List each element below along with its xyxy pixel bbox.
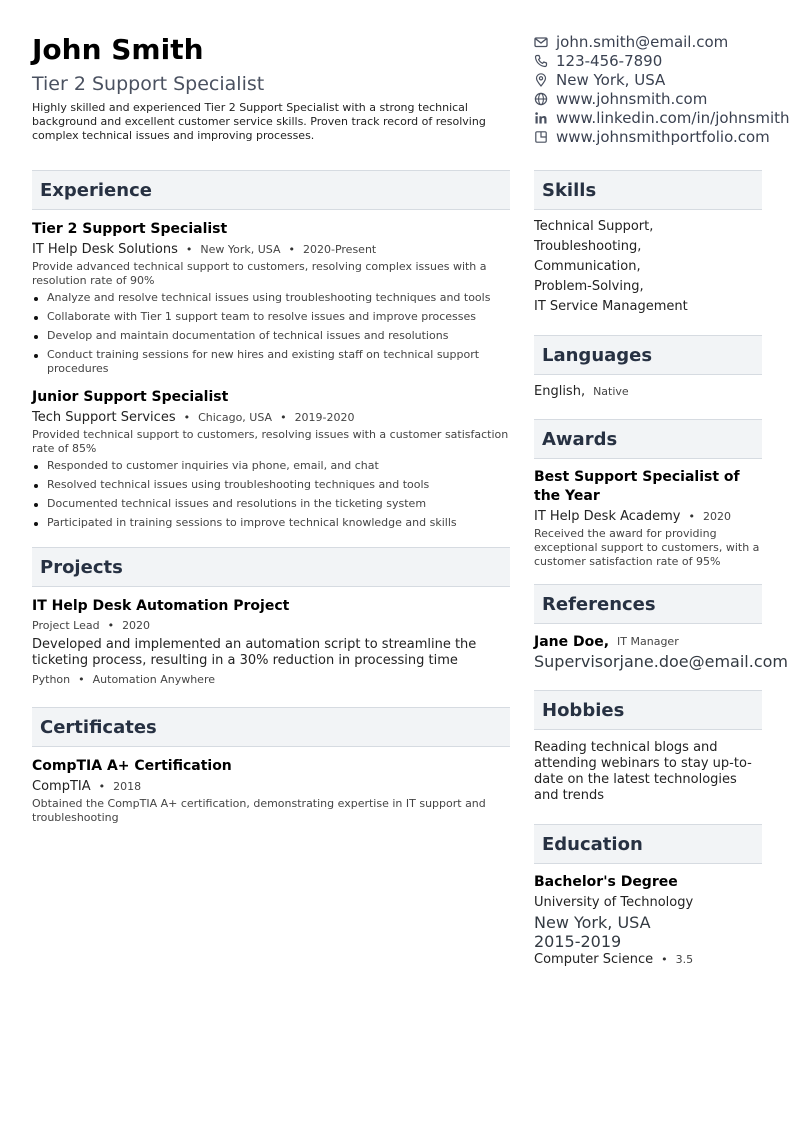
separator-dot: •: [185, 243, 193, 256]
experience-bullet: Collaborate with Tier 1 support team to resolve issues and improve processes: [32, 310, 510, 324]
project-name: IT Help Desk Automation Project: [32, 598, 290, 614]
project-tools: [32, 671, 510, 689]
certificate-item: [32, 757, 510, 825]
reference-email[interactable]: jane.doe@email.com: [619, 652, 788, 671]
experience-item: [32, 220, 510, 376]
education-item: [534, 873, 762, 969]
languages-heading: Languages: [534, 335, 762, 375]
award-title: Best Support Specialist of the Year: [534, 469, 740, 504]
experience-bullet: Participated in training sessions to improve technical knowledge and skills: [32, 516, 510, 530]
experience-company: Tech Support Services: [32, 410, 176, 425]
skill-item: Problem-Solving,: [534, 279, 644, 294]
contact-linkedin[interactable]: [534, 108, 794, 127]
portfolio-icon: [534, 130, 548, 144]
email-icon: [534, 35, 548, 49]
certificate-issuer: CompTIA: [32, 779, 91, 794]
sidebar-column: [534, 170, 788, 969]
reference-name: Jane Doe,: [534, 634, 610, 650]
separator-dot: •: [688, 510, 696, 523]
contact-website-text: www.johnsmith.com: [556, 89, 708, 108]
award-description: Received the award for providing exceptional support to customers, with a customer satisfaction rate of 95%: [534, 527, 760, 568]
skill-item: Technical Support,: [534, 219, 654, 234]
experience-bullets: [32, 291, 510, 376]
language-item: [534, 382, 762, 402]
experience-meta: [32, 409, 510, 427]
education-dates: 2015-2019: [534, 932, 622, 951]
language-name: English,: [534, 384, 586, 399]
awards-heading: Awards: [534, 419, 762, 459]
contact-portfolio-text: www.johnsmithportfolio.com: [556, 127, 770, 146]
award-issuer: IT Help Desk Academy: [534, 509, 681, 524]
experience-bullet: Responded to customer inquiries via phone, email, and chat: [32, 459, 510, 473]
experience-dates: 2020-Present: [303, 243, 377, 256]
project-role: Project Lead: [32, 619, 100, 632]
contact-email[interactable]: [534, 32, 794, 51]
job-title: Tier 2 Support Specialist: [32, 73, 265, 95]
contact-linkedin-text: www.linkedin.com/in/johnsmith: [556, 108, 790, 127]
award-meta: [534, 508, 762, 526]
reference-relation: Supervisor: [534, 652, 620, 671]
contact-portfolio[interactable]: [534, 127, 794, 146]
contact-email-text: john.smith@email.com: [556, 32, 729, 51]
hobbies-text: Reading technical blogs and attending webinars to stay up-to-date on the latest technologies and trends: [534, 740, 752, 803]
experience-bullet: Develop and maintain documentation of technical issues and resolutions: [32, 329, 510, 343]
project-tool: Python: [32, 673, 71, 686]
separator-dot: •: [78, 673, 85, 686]
separator-dot: •: [98, 780, 106, 793]
project-item: [32, 597, 510, 689]
award-item: [534, 468, 762, 569]
globe-icon: [534, 92, 548, 106]
experience-bullet: Documented technical issues and resolutions in the ticketing system: [32, 497, 510, 511]
skills-list: [534, 217, 762, 317]
experience-bullets: [32, 459, 510, 530]
skill-item: Troubleshooting,: [534, 239, 642, 254]
experience-summary: Provided technical support to customers, resolving issues with a customer satisfaction rate of 85%: [32, 428, 509, 455]
experience-bullet: Analyze and resolve technical issues using troubleshooting techniques and tools: [32, 291, 510, 305]
project-tool: Automation Anywhere: [92, 673, 215, 686]
phone-icon: [534, 54, 548, 68]
contact-list: [534, 32, 794, 146]
experience-summary: Provide advanced technical support to customers, resolving complex issues with a resolution rate of 90%: [32, 260, 487, 287]
certificate-year: 2018: [113, 780, 142, 793]
education-school: University of Technology: [534, 895, 694, 910]
project-description: Developed and implemented an automation script to streamline the ticketing process, resulting in a 30% reduction in processing time: [32, 637, 477, 668]
experience-company: IT Help Desk Solutions: [32, 242, 178, 257]
experience-job-title: Junior Support Specialist: [32, 389, 229, 405]
education-gpa: 3.5: [675, 953, 694, 966]
contact-phone-text: 123-456-7890: [556, 51, 663, 70]
skills-heading: Skills: [534, 170, 762, 210]
contact-website[interactable]: [534, 89, 794, 108]
experience-meta: [32, 241, 510, 259]
education-field-row: [534, 951, 762, 969]
contact-phone[interactable]: [534, 51, 794, 70]
candidate-name: John Smith: [32, 33, 204, 66]
certificates-heading: Certificates: [32, 707, 510, 747]
reference-header: [534, 633, 762, 651]
experience-item: [32, 388, 510, 530]
separator-dot: •: [280, 411, 287, 424]
language-level: Native: [593, 385, 629, 398]
certificate-meta: [32, 778, 510, 796]
education-heading: Education: [534, 824, 762, 864]
contact-location-text: New York, USA: [556, 70, 666, 89]
project-meta: [32, 617, 510, 635]
education-degree: Bachelor's Degree: [534, 874, 678, 890]
skill-item: IT Service Management: [534, 299, 688, 314]
award-year: 2020: [703, 510, 732, 523]
reference-position: IT Manager: [617, 635, 679, 648]
profile-summary: Highly skilled and experienced Tier 2 Support Specialist with a strong technical background and excellent customer service skills. Proven track record of resolving complex technical issues and improving processes.: [32, 101, 486, 142]
certificate-description: Obtained the CompTIA A+ certification, demonstrating expertise in IT support and troubleshooting: [32, 797, 486, 824]
certificate-name: CompTIA A+ Certification: [32, 758, 232, 774]
separator-dot: •: [183, 411, 191, 424]
education-location: New York, USA: [534, 913, 651, 932]
experience-location: Chicago, USA: [198, 411, 273, 424]
experience-dates: 2019-2020: [294, 411, 355, 424]
reference-item: [534, 633, 788, 671]
linkedin-icon: [534, 111, 548, 125]
experience-bullet: Conduct training sessions for new hires and existing staff on technical support procedures: [32, 348, 510, 376]
experience-bullet: Resolved technical issues using troubleshooting techniques and tools: [32, 478, 510, 492]
references-heading: References: [534, 584, 762, 624]
experience-heading: Experience: [32, 170, 510, 210]
reference-details: [534, 652, 788, 671]
skill-item: Communication,: [534, 259, 641, 274]
resume-header: [32, 32, 512, 143]
separator-dot: •: [288, 243, 295, 256]
separator-dot: •: [107, 619, 115, 632]
experience-job-title: Tier 2 Support Specialist: [32, 221, 228, 237]
experience-location: New York, USA: [200, 243, 281, 256]
map-pin-icon: [534, 73, 548, 87]
separator-dot: •: [661, 953, 668, 966]
hobbies-heading: Hobbies: [534, 690, 762, 730]
main-column: [32, 170, 510, 825]
education-field: Computer Science: [534, 952, 654, 967]
project-year: 2020: [122, 619, 151, 632]
contact-location: [534, 70, 794, 89]
projects-heading: Projects: [32, 547, 510, 587]
